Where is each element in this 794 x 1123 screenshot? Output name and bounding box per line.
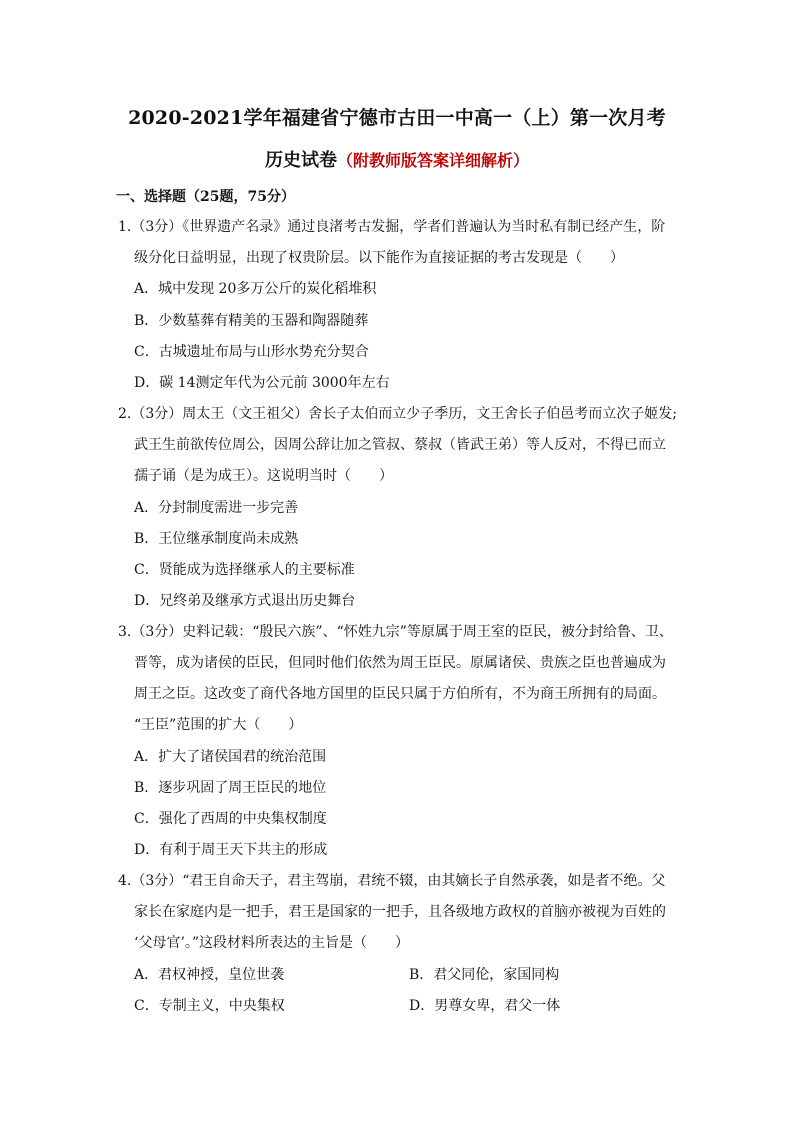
question-3-option-b: B．逐步巩固了周王臣民的地位 <box>134 780 327 796</box>
subtitle-main: 历史试卷 <box>264 150 337 171</box>
question-4-option-b: B．君父同伦，家国同构 <box>409 967 560 983</box>
question-3-option-c: C．强化了西周的中央集权制度 <box>134 811 327 827</box>
question-1-option-b: B．少数墓葬有精美的玉器和陶器随葬 <box>134 313 369 329</box>
question-2-line-3: 孺子诵（是为成王）。这说明当时（ ） <box>134 468 393 484</box>
question-3-line-4: “王臣”范围的扩大（ ） <box>134 717 303 733</box>
question-4-option-d: D．男尊女卑，君父一体 <box>409 998 561 1014</box>
question-3-option-d: D．有利于周王天下共主的形成 <box>134 842 328 858</box>
question-2-option-c: C．贤能成为选择继承人的主要标准 <box>134 562 355 578</box>
question-1-line-2: 级分化日益明显，出现了权贵阶层。以下能作为直接证据的考古发现是（ ） <box>134 250 624 266</box>
subtitle-note: （附教师版答案详细解析） <box>336 151 529 170</box>
section-heading: 一、选择题（25题，75分） <box>116 189 295 205</box>
question-1-option-a: A．城中发现 20多万公斤的炭化稻堆积 <box>134 281 377 297</box>
question-2-line-1: 2.（3分）周太王（文王祖父）舍长子太伯而立少子季历，文王舍长子伯邑考而立次子姬发; <box>118 406 677 422</box>
question-1-option-d: D．碳 14测定年代为公元前 3000年左右 <box>134 375 390 391</box>
question-3-option-a: A．扩大了诸侯国君的统治范围 <box>134 749 327 765</box>
question-3-line-1: 3.（3分）史料记载：“殷民六族”、“怀姓九宗”等原属于周王室的臣民，被分封给鲁、卫、 <box>118 624 673 640</box>
question-2-option-a: A．分封制度需进一步完善 <box>134 500 299 516</box>
question-3-line-2: 晋等，成为诸侯的臣民，但同时他们依然为周王臣民。原属诸侯、贵族之臣也普遍成为 <box>134 655 666 671</box>
document-subtitle <box>0 146 794 172</box>
question-3-line-3: 周王之臣。这改变了商代各地方国里的臣民只属于方伯所有，不为商王所拥有的局面。 <box>134 686 666 702</box>
question-1-option-c: C．古城遗址布局与山形水势充分契合 <box>134 344 369 360</box>
question-1-line-1: 1.（3分）《世界遗产名录》通过良渚考古发掘，学者们普遍认为当时私有制已经产生，阶 <box>118 219 666 235</box>
question-2-option-b: B．王位继承制度尚未成熟 <box>134 531 299 547</box>
question-2-option-d: D．兄终弟及继承方式退出历史舞台 <box>134 593 356 609</box>
question-4-line-2: 家长在家庭内是一把手，君王是国家的一把手，且各级地方政权的首脑亦被视为百姓的 <box>134 904 666 920</box>
document-title: 2020-2021学年福建省宁德市古田一中高一（上）第一次月考 <box>128 107 666 129</box>
question-4-line-1: 4.（3分）“君王自命天子，君主驾崩，君统不辍，由其嫡长子自然承袭，如是者不绝。父 <box>118 873 666 889</box>
question-4-option-a: A．君权神授，皇位世袭 <box>134 967 285 983</box>
question-4-option-c: C．专制主义，中央集权 <box>134 998 285 1014</box>
question-2-line-2: 武王生前欲传位周公，因周公辞让加之管叔、蔡叔（皆武王弟）等人反对，不得已而立 <box>134 437 666 453</box>
question-4-line-3: ‘父母官’。”这段材料所表达的主旨是（ ） <box>134 935 410 951</box>
